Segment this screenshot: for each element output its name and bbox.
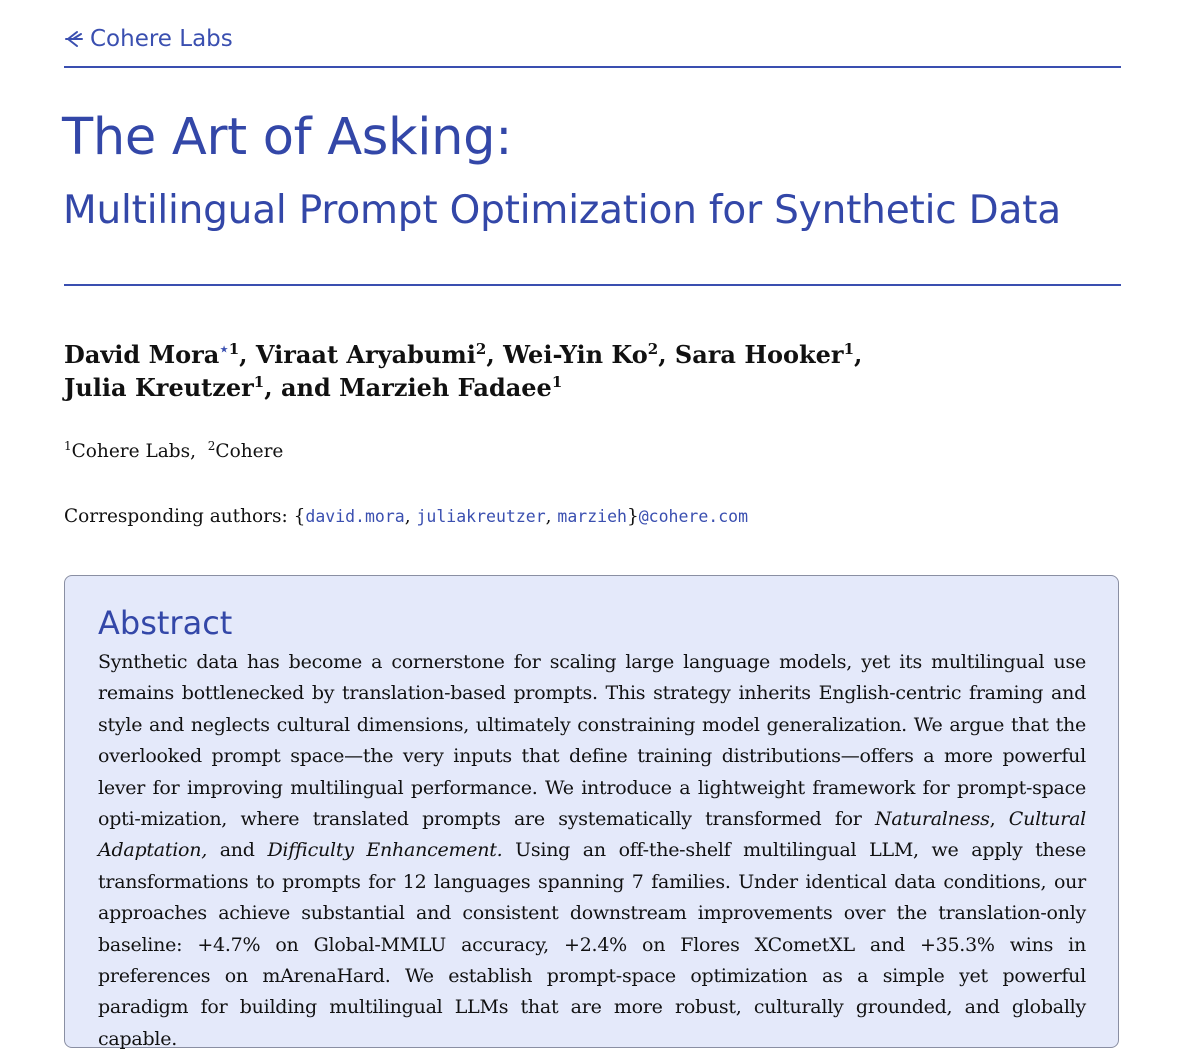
abstract-heading: Abstract xyxy=(98,604,233,642)
email-link[interactable]: juliakreutzer xyxy=(416,507,546,526)
abstract-emphasis: Cultural Adaptation, xyxy=(98,808,1087,862)
affiliation-sup: 1 xyxy=(253,373,265,391)
author-name: Sara Hooker xyxy=(674,340,844,369)
affiliation-sup: 1 xyxy=(843,340,855,358)
title-rule xyxy=(64,284,1121,286)
author-name: Julia Kreutzer xyxy=(64,373,254,402)
abstract-emphasis: Difficulty Enhancement. xyxy=(267,839,503,862)
brand xyxy=(64,26,233,52)
affiliation-name: Cohere xyxy=(215,441,284,462)
author-conjunction: and xyxy=(280,373,331,402)
author-name: David Mora xyxy=(64,340,220,369)
affiliation-sup: 2 xyxy=(475,340,487,358)
affiliation-name: Cohere Labs, xyxy=(71,441,197,462)
equal-contribution-mark: ⋆ xyxy=(219,340,229,358)
author-name: Marzieh Fadaee xyxy=(339,373,552,402)
affiliations xyxy=(64,441,283,462)
abstract-part: Using an off-the-shelf multilingual LLM, we apply these transformations to prompts for 12 languages spanning 7 families. Under identical data conditions, our approaches achieve substantial and consistent downstream improvements over the translation-only baseline: +4.7% on Global-MMLU accuracy, +2.4% on Flores XCometXL and +35.3% wins in preferences on mArenaHard. We establish prompt-space optimization as a simple yet powerful paradigm for building multilingual LLMs that are more robust, culturally grounded, and globally capable. xyxy=(98,839,1087,1050)
abstract-part: Synthetic data has become a cornerstone for scaling large language models, yet its multilingual use remains bottlenecked by translation-based prompts. This strategy inherits English-centric framing and style and neglects cultural dimensions, ultimately constraining model generalization. We argue that the overlooked prompt space—the very inputs that define training distributions—offers a more powerful lever for improving multilingual performance. We introduce a lightweight framework for prompt-space opti-mization, where translated prompts are systematically transformed for xyxy=(98,651,1086,831)
abstract-text xyxy=(98,647,1086,1055)
author-name: Wei-Yin Ko xyxy=(503,340,648,369)
email-link[interactable]: david.mora xyxy=(305,507,405,526)
author-name: Viraat Aryabumi xyxy=(255,340,476,369)
corresponding-label: Corresponding authors: xyxy=(64,506,288,527)
paper-title: The Art of Asking: xyxy=(62,108,513,167)
header-rule xyxy=(64,66,1121,68)
affiliation-sup: 2 xyxy=(647,340,659,358)
affiliation-number: 2 xyxy=(207,439,216,453)
email-link[interactable]: marzieh xyxy=(557,507,627,526)
brand-text: Cohere Labs xyxy=(90,26,233,52)
abstract-punctuation: , xyxy=(989,808,996,831)
cohere-labs-logo-icon xyxy=(64,29,84,49)
affiliation-sup: 1 xyxy=(551,373,563,391)
abstract-box xyxy=(64,575,1119,1048)
author-list: David Mora$^{⋆1}$, Viraat Aryabumi$^2$, Wei-Yin Ko$^2$, Sara Hooker$^1$, Julia Kreutzer$^1$, and Marzieh Fadaee$^1$ xyxy=(64,340,863,402)
email-domain[interactable]: @cohere.com xyxy=(638,507,749,526)
affiliation-number: 1 xyxy=(64,439,72,453)
paper-subtitle: Multilingual Prompt Optimization for Synthetic Data xyxy=(63,188,1061,233)
abstract-conjunction: and xyxy=(219,839,255,862)
abstract-emphasis: Naturalness xyxy=(875,808,990,831)
affiliation-sup: 1 xyxy=(228,340,240,358)
close-brace: } xyxy=(626,506,639,527)
corresponding-authors: Corresponding authors: {david.mora, juliakreutzer, marzieh}@cohere.com xyxy=(64,506,749,527)
open-brace: { xyxy=(293,506,306,527)
